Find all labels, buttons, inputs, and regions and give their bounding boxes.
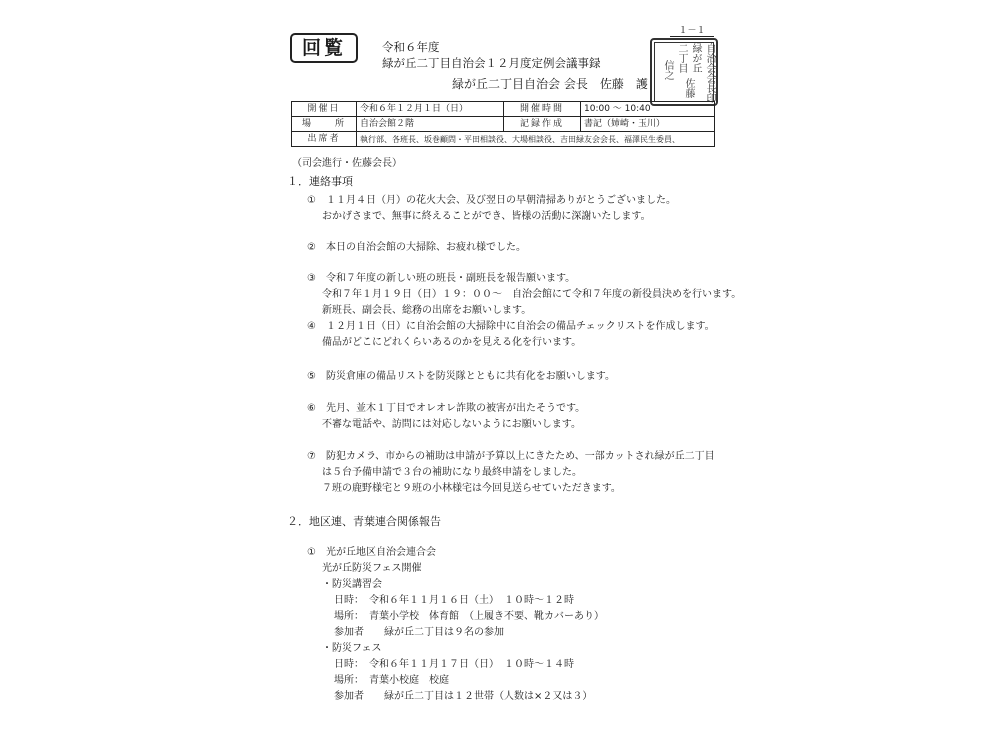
list-item: ⑤ 防災倉庫の備品リストを防災隊とともに共有化をお願いします。 bbox=[307, 371, 615, 382]
recorder-value: 書記（姉崎・玉川） bbox=[581, 117, 715, 132]
table-row bbox=[292, 132, 715, 147]
sub-item-line: 場所： 青葉小学校 体育館 （上履き不要、靴カバーあり） bbox=[334, 611, 604, 622]
list-item: ⑦ 防犯カメラ、市からの補助は申請が予算以上にきたため、一部カットされ緑が丘二丁目 bbox=[307, 451, 715, 462]
sub-item-line: 日時： 令和６年１１月１６日（土） １０時～１２時 bbox=[334, 595, 574, 606]
date-value: 令和６年１２月１日（日） bbox=[357, 102, 504, 117]
sub-item-line: 参加者 緑が丘二丁目は９名の参加 bbox=[334, 627, 504, 638]
seal-glyph: 二丁目 bbox=[676, 43, 687, 73]
page-number: １－１ bbox=[670, 26, 714, 37]
list-item: ④ １２月１日（日）に自治会館の大掃除中に自治会の備品チェックリストを作成します。 bbox=[307, 321, 715, 332]
official-seal bbox=[650, 38, 718, 106]
time-label: 開催時間 bbox=[504, 102, 581, 117]
seal-glyph: 佐藤 bbox=[683, 78, 694, 98]
sub-item-title: ・防災講習会 bbox=[322, 579, 382, 590]
attendees-value: 執行部、各班長、坂巻顧問・平田相談役、大場相談役、吉田緑友会会長、福澤民生委員、 bbox=[357, 132, 715, 147]
section-title: ２．地区連、青葉連合関係報告 bbox=[287, 515, 441, 528]
list-item-line: 光が丘防災フェス開催 bbox=[322, 563, 422, 574]
table-row bbox=[292, 117, 715, 132]
list-item-line: 新班長、副会長、総務の出席をお願いします。 bbox=[322, 305, 532, 316]
list-item-line: 令和７年１月１９日（日）１９：００～ 自治会館にて令和７年度の新役員決めを行います。 bbox=[322, 289, 742, 300]
date-label: 開催日 bbox=[292, 102, 357, 117]
table-row bbox=[292, 102, 715, 117]
list-item: ③ 令和７年度の新しい班の班長・副班長を報告願います。 bbox=[307, 273, 576, 284]
list-item-line: は５台予備申請で３台の補助になり最終申請をしました。 bbox=[322, 467, 582, 478]
recorder-label: 記録作成 bbox=[504, 117, 581, 132]
seal-glyph: 会長印 bbox=[704, 73, 715, 103]
time-value: 10:00 ～ 10:40 bbox=[581, 102, 715, 117]
list-item-line: おかげさまで、無事に終えることができ、皆様の活動に深謝いたします。 bbox=[322, 211, 651, 222]
sub-item-line: 場所： 青葉小校庭 校庭 bbox=[334, 675, 449, 686]
list-item: ② 本日の自治会館の大掃除、お疲れ様でした。 bbox=[307, 242, 526, 253]
list-item: ① 光が丘地区自治会連合会 bbox=[307, 547, 436, 558]
document-title: 緑が丘二丁目自治会１２月度定例会議事録 bbox=[382, 56, 601, 70]
sub-item-line: 参加者 緑が丘二丁目は１２世帯（人数は×２又は３） bbox=[334, 691, 593, 702]
moderator-note: （司会進行・佐藤会長） bbox=[292, 158, 402, 169]
list-item-line: 備品がどこにどれくらいあるのかを見える化を行います。 bbox=[322, 337, 582, 348]
attendees-label: 出席者 bbox=[292, 132, 357, 147]
sub-item-title: ・防災フェス bbox=[322, 643, 382, 654]
fiscal-year: 令和６年度 bbox=[382, 40, 440, 54]
section-title: １．連絡事項 bbox=[287, 175, 353, 188]
list-item: ① １１月４日（月）の花火大会、及び翌日の早朝清掃ありがとうございました。 bbox=[307, 195, 676, 206]
sub-item-line: 日時： 令和６年１１月１７日（日） １０時～１４時 bbox=[334, 659, 574, 670]
circulation-stamp: 回覧 bbox=[290, 33, 358, 63]
list-item-line: ７班の鹿野様宅と９班の小林様宅は今回見送らせていただきます。 bbox=[322, 483, 621, 494]
meeting-info-table bbox=[291, 101, 715, 147]
document-author: 緑が丘二丁目自治会 会長 佐藤 護 bbox=[452, 77, 648, 91]
list-item: ⑥ 先月、並木１丁目でオレオレ詐欺の被害が出たそうです。 bbox=[307, 403, 586, 414]
seal-glyph: 信之 bbox=[662, 60, 673, 80]
seal-glyph: 自治会 bbox=[704, 43, 715, 73]
place-value: 自治会館２階 bbox=[357, 117, 504, 132]
list-item-line: 不審な電話や、訪問には対応しないようにお願いします。 bbox=[322, 419, 581, 430]
seal-glyph: 緑が丘 bbox=[690, 43, 701, 73]
place-label: 場 所 bbox=[292, 117, 357, 132]
